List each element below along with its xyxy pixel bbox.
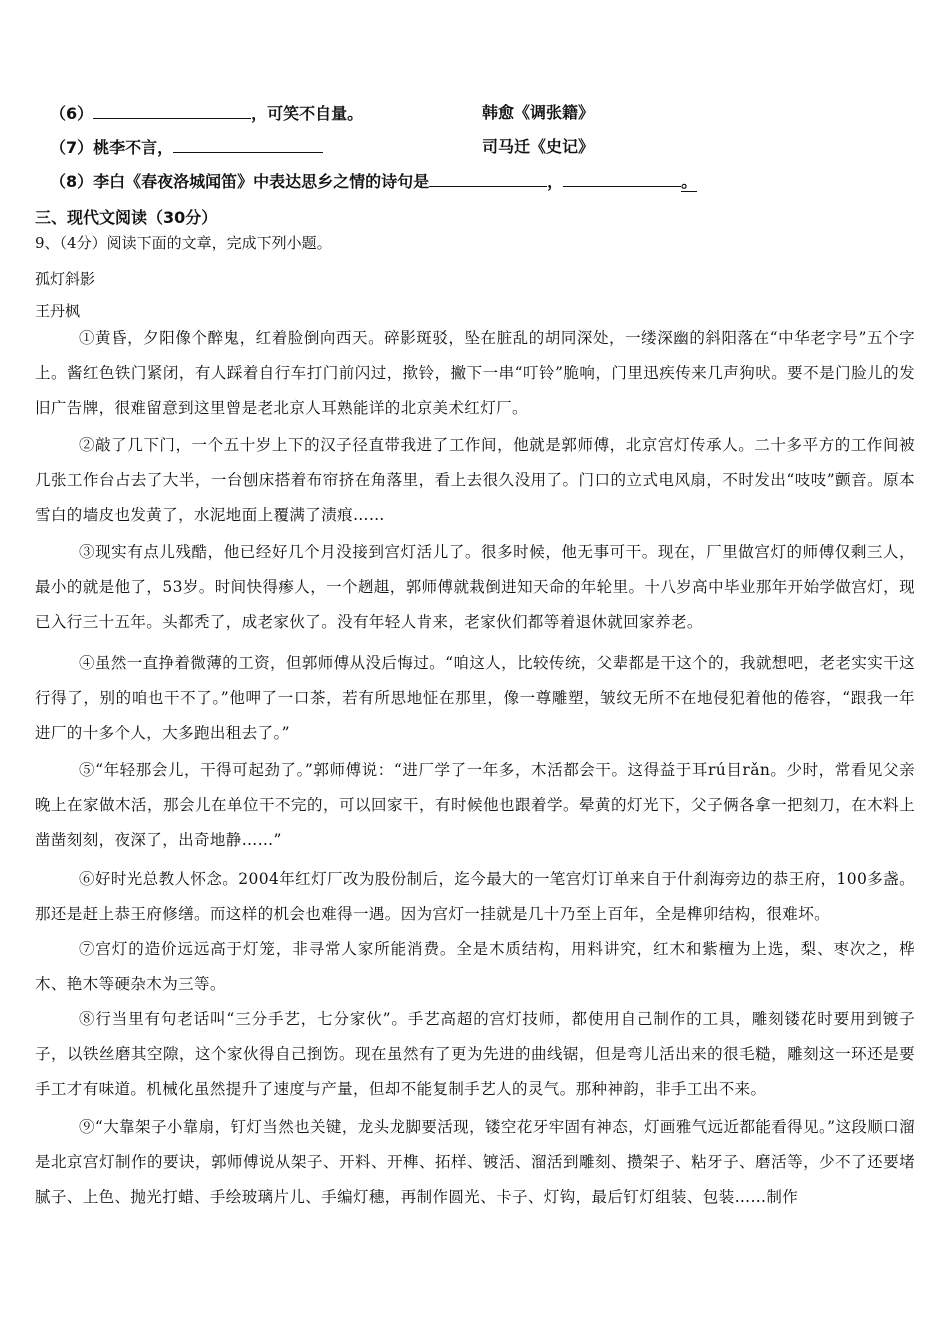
article-title: 孤灯斜影 — [35, 270, 96, 288]
answer-blank[interactable] — [429, 170, 547, 187]
paragraph-5: ⑤“年轻那会儿，干得可起劲了。”郭师傅说：“进厂学了一年多，木活都会干。这得益于耳rú目rǎn。少时，常看见父亲晚上在家做木活，那会儿在单位干不完的，可以回家干，有时候他也跟着学。晕黄的灯光下，父子俩各拿一把刻刀，在木料上凿凿刻刻，夜深了，出奇地静……” — [35, 761, 915, 849]
fill-item-7 — [50, 136, 910, 159]
answer-blank[interactable] — [173, 136, 323, 153]
item-end: 。 — [681, 172, 698, 191]
paragraph-8: ⑧行当里有句老话叫“三分手艺，七分家伙”。手艺高超的宫灯技师，都使用自己制作的工具，雕刻镂花时要用到镀子子，以铁丝磨其空隙，这个家伙得自己捯饬。现在虽然有了更为先进的曲线锯，但是弯儿活出来的很毛糙，雕刻这一环还是要手工才有味道。机械化虽然提升了速度与产量，但却不能复制手艺人的灵气。那种神韵，非手工出不来。 — [35, 1010, 915, 1098]
item-number: （6） — [50, 104, 94, 123]
item-text: 李白《春夜洛城闻笛》中表达思乡之情的诗句是 — [93, 172, 430, 191]
answer-blank[interactable] — [563, 170, 681, 187]
paragraph-2: ②敲了几下门，一个五十岁上下的汉子径直带我进了工作间，他就是郭师傅，北京宫灯传承人。二十多平方的工作间被几张工作台占去了大半，一台刨床搭着布帘挤在角落里，看上去很久没用了。门口的立式电风扇，不时发出“吱吱”颤音。原本雪白的墙皮也发黄了，水泥地面上覆满了渍痕…… — [35, 436, 915, 524]
item-number: （7） — [50, 138, 94, 157]
fill-item-8 — [50, 170, 697, 193]
fill-item-6 — [50, 102, 910, 125]
item-source: 韩愈《调张籍》 — [482, 103, 595, 122]
question-intro: 9、（4分）阅读下面的文章，完成下列小题。 — [35, 234, 332, 252]
paragraph-3: ③现实有点儿残酷，他已经好几个月没接到宫灯活儿了。很多时候，他无事可干。现在，厂里做宫灯的师傅仅剩三人，最小的就是他了，53岁。时间快得瘆人，一个趔趄，郭师傅就栽倒进知天命的年轮里。十八岁高中毕业那年开始学做宫灯，现已入行三十五年。头都秃了，成老家伙了。没有年轻人肯来，老家伙们都等着退休就回家养老。 — [35, 543, 915, 631]
item-separator: ， — [547, 172, 564, 191]
paragraph-6: ⑥好时光总教人怀念。2004年红灯厂改为股份制后，迄今最大的一笔宫灯订单来自于什刹海旁边的恭王府，100多盏。那还是赶上恭王府修缮。而这样的机会也难得一遇。因为宫灯一挂就是几十乃至上百年，全是榫卯结构，很难坏。 — [35, 870, 915, 923]
answer-blank[interactable] — [93, 102, 251, 119]
paragraph-4: ④虽然一直挣着微薄的工资，但郭师傅从没后悔过。“咱这人，比较传统，父辈都是干这个的，我就想吧，老老实实干这行得了，别的咱也干不了。”他呷了一口茶，若有所思地怔在那里，像一尊雕塑，皱纹无所不在地侵犯着他的倦容，“跟我一年进厂的十多个人，大多跑出租去了。” — [35, 654, 915, 742]
item-text: ，可笑不自量。 — [251, 104, 364, 123]
paragraph-9: ⑨“大靠架子小靠扇，钉灯当然也关键，龙头龙脚要活现，镂空花牙牢固有神态，灯画雅气远近都能看得见。”这段顺口溜是北京宫灯制作的要诀，郭师傅说从架子、开料、开榫、拓样、镀活、溜活到雕刻、攒架子、粘牙子、磨活等，少不了还要堵腻子、上色、抛光打蜡、手绘玻璃片儿、手编灯穗，再制作圆光、卡子、灯钩，最后钉灯组装、包装……制作 — [35, 1118, 915, 1206]
paragraph-7: ⑦宫灯的造价远远高于灯笼，非寻常人家所能消费。全是木质结构，用料讲究，红木和紫檀为上选，梨、枣次之，桦木、艳木等硬杂木为三等。 — [35, 940, 915, 993]
section-title: 三、现代文阅读（30分） — [35, 208, 218, 227]
item-text: 桃李不言， — [93, 138, 174, 157]
item-source: 司马迁《史记》 — [482, 137, 595, 156]
paragraph-1: ①黄昏，夕阳像个醉鬼，红着脸倒向西天。碎影斑驳，坠在脏乱的胡同深处，一缕深幽的斜阳落在“中华老字号”五个字上。酱红色铁门紧闭，有人踩着自行车打门前闪过，揿铃，撇下一串“叮铃”脆响，门里迅疾传来几声狗吠。要不是门脸儿的发旧广告牌，很难留意到这里曾是老北京人耳熟能详的北京美术红灯厂。 — [35, 329, 915, 417]
article-author: 王丹枫 — [35, 302, 81, 320]
item-number: （8） — [50, 172, 94, 191]
